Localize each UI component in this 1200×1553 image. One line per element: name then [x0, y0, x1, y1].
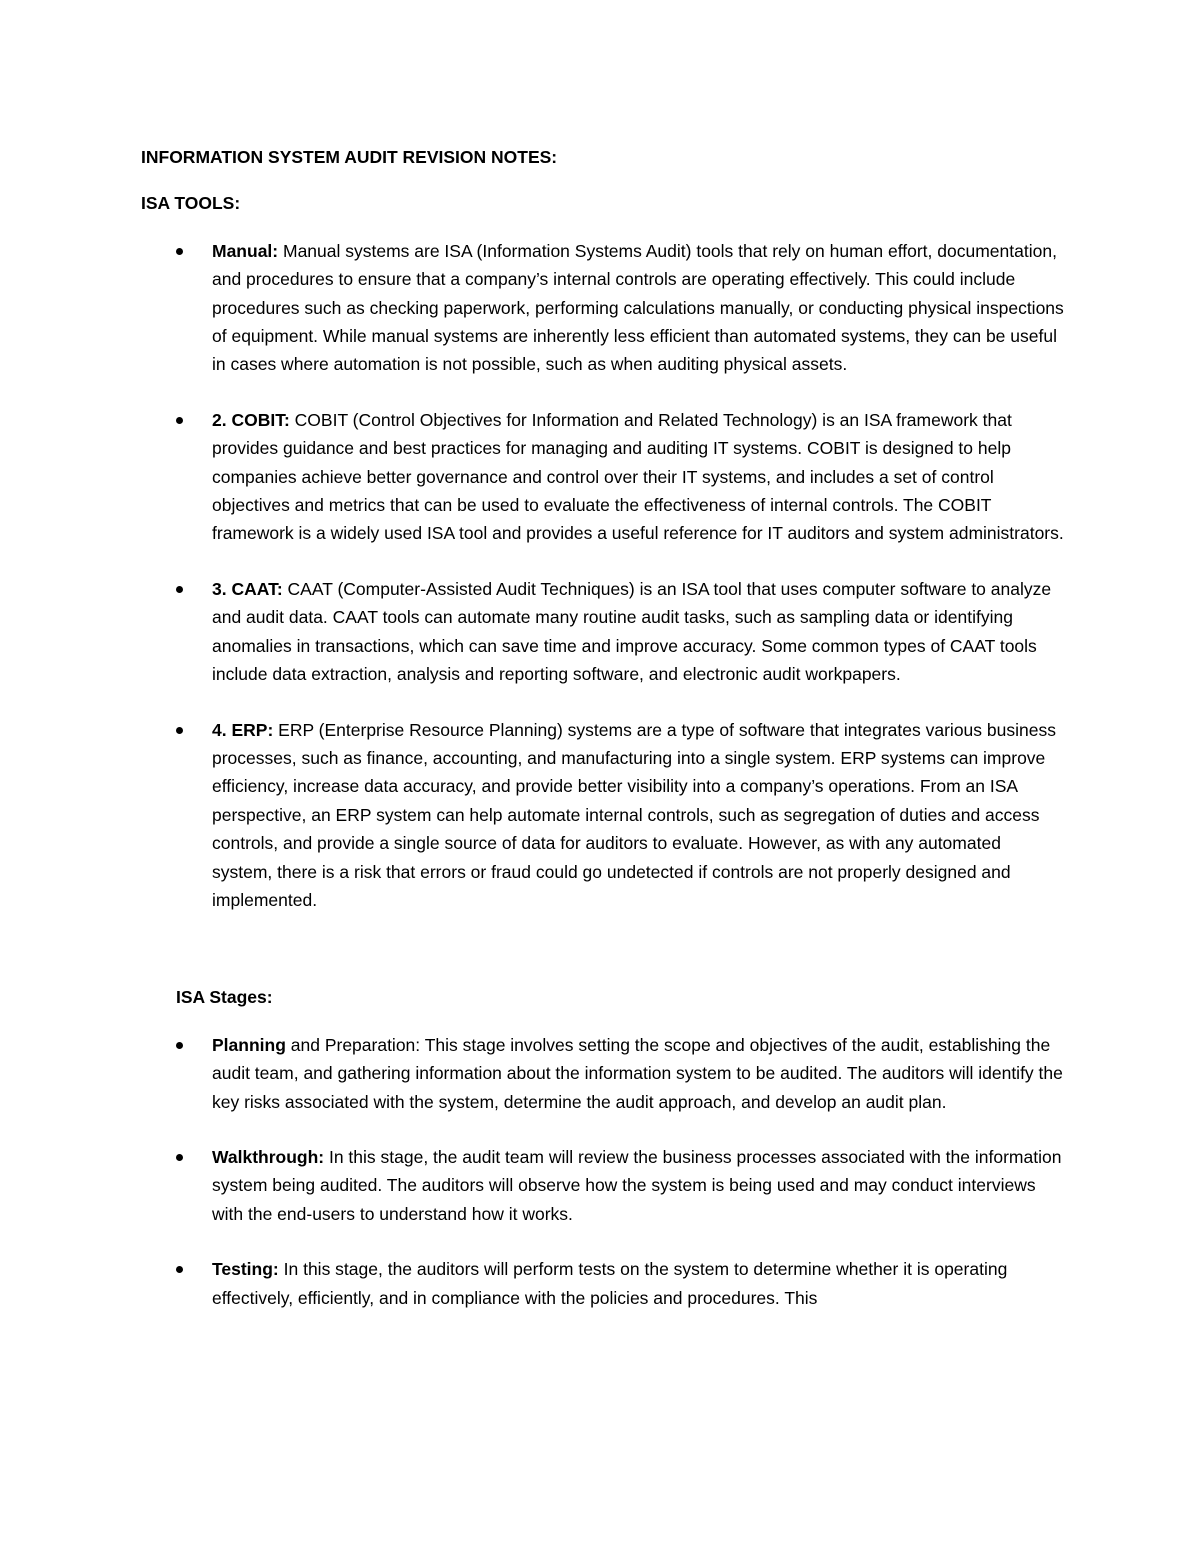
item-text: CAAT (Computer-Assisted Audit Techniques) is an ISA tool that uses computer software to analyze and audit data. CAAT tools can automate many routine audit tasks, such as sampling data or identifying anomalies in transactions, which can save time and improve accuracy. Some common types of CAAT tools include data extraction, analysis and reporting software, and electronic audit workpapers.: [212, 578, 1052, 685]
list-item-cobit: [141, 406, 1066, 548]
list-item-planning: [141, 1031, 1066, 1116]
item-term: Walkthrough:: [212, 1146, 325, 1167]
item-term: 3. CAAT:: [212, 578, 283, 599]
item-term: Manual:: [212, 240, 279, 261]
list-item-manual: [141, 237, 1066, 379]
item-text: COBIT (Control Objectives for Information and Related Technology) is an ISA framework that provides guidance and best practices for managing and auditing IT systems. COBIT is designed to help companies achieve better governance and control over their IT systems, and includes a set of control objectives and metrics that can be used to evaluate the effectiveness of internal controls. The COBIT framework is a widely used ISA tool and provides a useful reference for IT auditors and system administrators.: [212, 409, 1064, 544]
bullet-icon: [176, 727, 183, 734]
bullet-icon: [176, 248, 183, 255]
bullet-icon: [176, 1042, 183, 1049]
document-title: INFORMATION SYSTEM AUDIT REVISION NOTES:: [141, 147, 558, 167]
bullet-icon: [176, 586, 183, 593]
item-text: Manual systems are ISA (Information Systems Audit) tools that rely on human effort, documentation, and procedures to ensure that a company’s internal controls are operating effectively. This could include procedures such as checking paperwork, performing calculations manually, or conducting physical inspections of equipment. While manual systems are inherently less efficient than automated systems, they can be useful in cases where automation is not possible, such as when auditing physical assets.: [212, 240, 1064, 375]
item-term: Testing:: [212, 1259, 279, 1280]
item-term: 4. ERP:: [212, 719, 274, 740]
section-heading-isa-stages: ISA Stages:: [176, 987, 273, 1008]
item-text: In this stage, the auditors will perform tests on the system to determine whether it is operating effectively, efficiently, and in compliance with the policies and procedures. This: [212, 1259, 1008, 1308]
item-text: and Preparation: This stage involves setting the scope and objectives of the audit, establishing the audit team, and gathering information about the information system to be audited. The auditors will identify the key risks associated with the system, determine the audit approach, and develop an audit plan.: [212, 1034, 1063, 1112]
section-heading-isa-tools: ISA TOOLS:: [141, 193, 241, 214]
item-term: Planning: [212, 1034, 286, 1055]
list-item-testing: [141, 1255, 1066, 1312]
list-item-erp: [141, 716, 1066, 915]
bullet-icon: [176, 417, 183, 424]
document-body: [141, 143, 1066, 1312]
item-text: In this stage, the audit team will review the business processes associated with the information system being audited. The auditors will observe how the system is being used and may conduct interviews with the end-users to understand how it works.: [212, 1146, 1062, 1224]
isa-stages-list: [141, 1031, 1066, 1312]
bullet-icon: [176, 1266, 183, 1273]
isa-tools-list: [141, 237, 1066, 915]
item-term: 2. COBIT:: [212, 409, 290, 430]
list-item-walkthrough: [141, 1143, 1066, 1228]
item-text: ERP (Enterprise Resource Planning) systems are a type of software that integrates various business processes, such as finance, accounting, and manufacturing into a single system. ERP systems can improve efficiency, increase data accuracy, and provide better visibility into a company’s operations. From an ISA perspective, an ERP system can help automate internal controls, such as segregation of duties and access controls, and provide a single source of data for auditors to evaluate. However, as with any automated system, there is a risk that errors or fraud could go undetected if controls are not properly designed and implemented.: [212, 719, 1056, 910]
list-item-caat: [141, 575, 1066, 689]
bullet-icon: [176, 1154, 183, 1161]
